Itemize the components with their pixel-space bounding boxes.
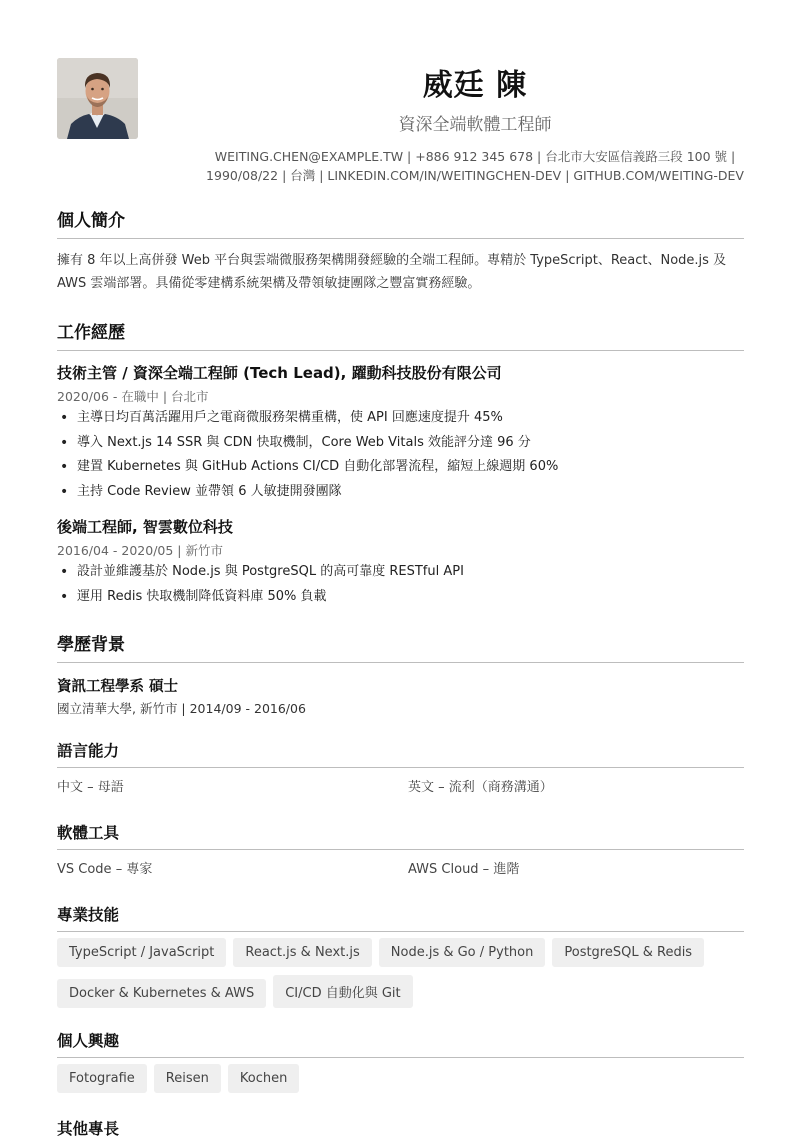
software-item: VS Code – 專家 <box>57 862 153 877</box>
interests-tags <box>57 1064 747 1101</box>
education-meta: 國立清華大學, 新竹市 | 2014/09 - 2016/06 <box>57 701 306 716</box>
job-meta: 2016/04 - 2020/05 | 新竹市 <box>57 543 223 558</box>
candidate-name: 威廷 陳 <box>422 68 528 103</box>
language-item: 中文 – 母語 <box>57 780 124 795</box>
education-degree: 資訊工程學系 碩士 <box>57 679 179 695</box>
list-item: • 主持 Code Review 並帶領 6 人敏捷開發團隊 <box>57 480 558 505</box>
summary-text: 擁有 8 年以上高併發 Web 平台與雲端微服務架構開發經驗的全端工程師。專精於 TypeScript、React、Node.js 及 AWS 雲端部署。具備從零建構系統架構及帶領敏捷團隊之豐富實務經驗。 <box>57 253 727 291</box>
experience-heading: 工作經歷 <box>57 318 744 351</box>
list-item: • 設計並維護基於 Node.js 與 PostgreSQL 的高可靠度 RESTful API <box>57 560 464 585</box>
contact-line-2: 1990/08/22 | 台灣 | LINKEDIN.COM/IN/WEITINGCHEN-DEV | GITHUB.COM/WEITING-DEV <box>206 168 744 183</box>
profile-photo <box>57 58 138 139</box>
skill-tag: React.js & Next.js <box>233 938 371 967</box>
interest-tag: Kochen <box>228 1064 299 1093</box>
software-item: AWS Cloud – 進階 <box>408 862 520 877</box>
education-heading: 學歷背景 <box>57 630 744 663</box>
software-heading: 軟體工具 <box>57 821 744 850</box>
contact-line-1: WEITING.CHEN@EXAMPLE.TW | +886 912 345 678 | 台北市大安區信義路三段 100 號 | <box>214 149 736 164</box>
candidate-title: 資深全端軟體工程師 <box>398 115 552 135</box>
resume-header <box>150 58 800 185</box>
skill-tag: PostgreSQL & Redis <box>552 938 704 967</box>
summary-heading: 個人簡介 <box>57 206 744 239</box>
list-item: • 主導日均百萬活躍用戶之電商微服務架構重構，使 API 回應速度提升 45% <box>57 406 558 431</box>
contact-info <box>150 147 800 185</box>
skill-tag: CI/CD 自動化與 Git <box>273 975 412 1008</box>
list-item: • 導入 Next.js 14 SSR 與 CDN 快取機制，Core Web Vitals 效能評分達 96 分 <box>57 431 558 456</box>
other-heading: 其他專長 <box>57 1120 120 1138</box>
job-title: 後端工程師, 智雲數位科技 <box>57 518 233 536</box>
job-title: 技術主管 / 資深全端工程師 (Tech Lead), 躍動科技股份有限公司 <box>57 364 502 382</box>
skill-tag: Docker & Kubernetes & AWS <box>57 979 266 1008</box>
interest-tag: Fotografie <box>57 1064 147 1093</box>
skill-tag: TypeScript / JavaScript <box>57 938 226 967</box>
job-bullets <box>57 406 558 504</box>
interests-heading: 個人興趣 <box>57 1029 744 1058</box>
skills-heading: 專業技能 <box>57 903 744 932</box>
languages-heading: 語言能力 <box>57 739 744 768</box>
job-bullets <box>57 560 464 609</box>
skill-tag: Node.js & Go / Python <box>379 938 546 967</box>
list-item: • 建置 Kubernetes 與 GitHub Actions CI/CD 自動化部署流程，縮短上線週期 60% <box>57 455 558 480</box>
job-meta: 2020/06 - 在職中 | 台北市 <box>57 389 209 404</box>
skills-tags <box>57 938 747 1016</box>
list-item: • 運用 Redis 快取機制降低資料庫 50% 負載 <box>57 585 464 610</box>
interest-tag: Reisen <box>154 1064 221 1093</box>
language-item: 英文 – 流利（商務溝通） <box>408 780 553 795</box>
